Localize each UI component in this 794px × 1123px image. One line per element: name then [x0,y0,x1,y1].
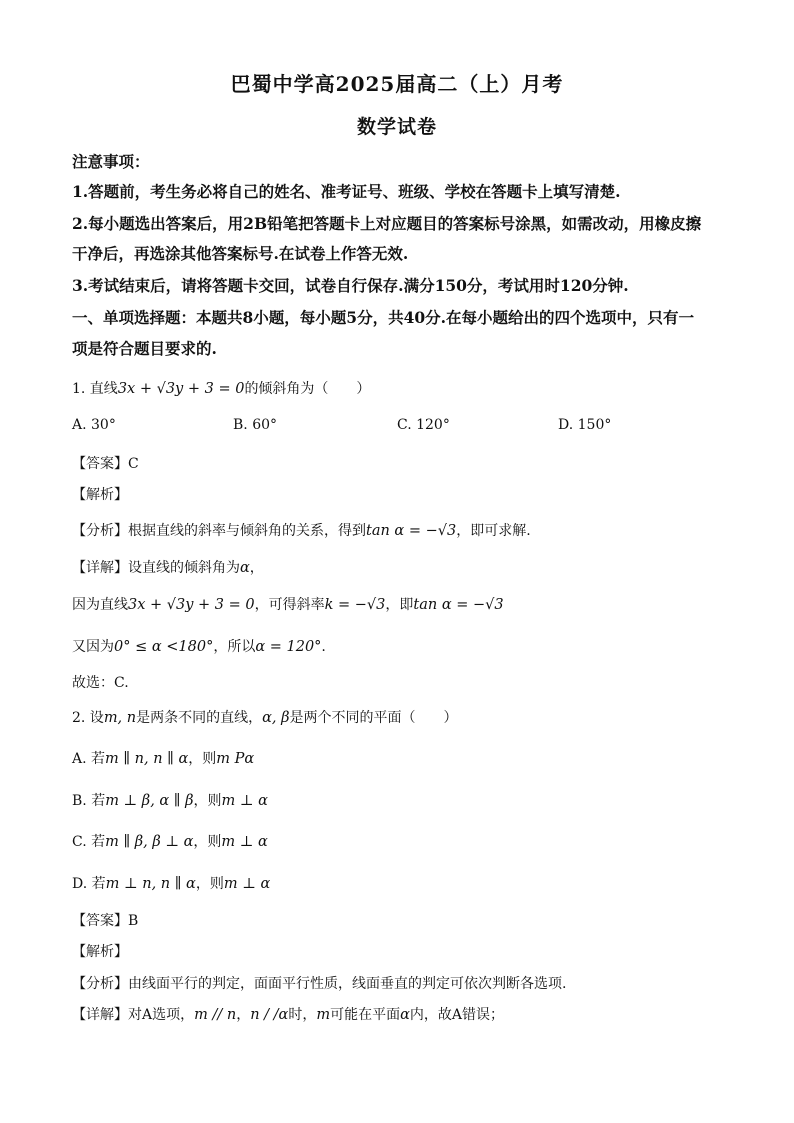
q1-detail-line-1 [72,557,264,577]
exam-subtitle: 数学试卷 [356,116,437,138]
notice-item-2a: 2.每小题选出答案后，用2B铅笔把答题卡上对应题目的答案标号涂黑，如需改动，用橡皮擦 [72,214,702,233]
q1-detail-line-3 [72,636,326,656]
q1-l2-text-c: ，即 [385,597,414,613]
q1-l2-text-a: 因为直线 [72,597,128,613]
q1-detail-math: α [240,560,250,576]
q1-detail-line-2 [72,594,504,614]
q2-detail [72,1004,504,1024]
q2-detail-math-3: m [316,1007,331,1023]
notice-item-1: 1.答题前，考生务必将自己的姓名、准考证号、班级、学校在答题卡上填写清楚. [72,182,621,201]
q2-detail-sep-1: ， [236,1007,251,1023]
q1-fenxi [72,520,531,540]
q1-l3-math-2: α = 120° [255,639,322,655]
q2-detail-sep-2: 时， [288,1007,317,1023]
q1-l3-text-a: 又因为 [72,639,114,655]
q2-detail-prefix: 【详解】对A选项， [72,1007,195,1023]
notice-item-2b: 干净后，再选涂其他答案标号.在试卷上作答无效. [72,244,409,263]
q1-l2-math-1: 3x + √3y + 3 = 0 [128,597,255,613]
q2-stem-math-1: m, n [103,710,137,726]
q2-opt-a-math: m ∥ n, n ∥ α [105,751,189,767]
q1-l3-math-1: 0° ≤ α <180° [114,639,214,655]
q2-stem-suffix: 是两个不同的平面（ ） [289,710,458,726]
q2-opt-d-math-2: m ⊥ α [223,876,271,892]
q1-answer: 【答案】C [72,456,139,472]
section-heading-line-1: 一、单项选择题：本题共8小题，每小题5分，共40分.在每小题给出的四个选项中，只有一 [72,308,695,327]
q1-option-c: C. 120° [397,417,450,433]
q1-analysis-tag: 【解析】 [72,487,128,503]
q2-opt-b-prefix: B. 若 [72,793,106,809]
q1-l2-math-3: tan α = −√3 [413,597,504,613]
q2-stem-math-2: α, β [262,710,290,726]
q2-answer: 【答案】B [72,913,139,929]
q1-l3-text-b: ，所以 [213,639,256,655]
q1-l3-text-c: . [321,639,326,655]
q2-opt-b-math: m ⊥ β, α ∥ β [105,793,194,809]
q1-stem-suffix: 的倾斜角为（ ） [244,381,371,397]
q1-equation: 3x + √3y + 3 = 0 [117,381,245,397]
q1-stem [72,378,370,398]
q2-detail-sep-4: 内，故A错误； [409,1007,504,1023]
q1-fenxi-suffix: ，即可求解. [456,523,531,539]
q2-opt-a-mid: ，则 [188,751,217,767]
q2-opt-a-math-2: m Pα [216,751,255,767]
notice-heading: 注意事项： [72,152,150,171]
q2-opt-b-math-2: m ⊥ α [221,793,268,809]
q2-opt-a-prefix: A. 若 [72,751,106,767]
q2-analysis-tag: 【解析】 [72,944,128,960]
q2-detail-math-1: m // n [194,1007,237,1023]
q1-option-b: B. 60° [233,417,278,433]
q2-opt-c-mid: ，则 [193,834,222,850]
q2-opt-d-prefix: D. 若 [72,876,106,892]
q2-opt-b-mid: ，则 [193,793,222,809]
section-heading-line-2: 项是符合题目要求的. [72,339,217,358]
q1-l2-math-2: k = −√3 [324,597,386,613]
q1-conclusion: 故选：C. [72,675,129,691]
q1-detail-prefix: 【详解】设直线的倾斜角为 [72,560,240,576]
q2-option-b [72,790,268,810]
q2-opt-d-math: m ⊥ n, n ∥ α [105,876,196,892]
q2-stem [72,707,458,727]
q1-option-d: D. 150° [558,417,612,433]
notice-item-3: 3.考试结束后，请将答题卡交回，试卷自行保存.满分150分，考试用时120分钟. [72,276,629,295]
q1-l2-text-b: ，可得斜率 [254,597,325,613]
q2-opt-c-math: m ∥ β, β ⊥ α [105,834,194,850]
q2-detail-sep-3: 可能在平面 [330,1007,401,1023]
q2-stem-prefix: 2. 设 [72,710,104,726]
q2-opt-c-math-2: m ⊥ α [221,834,268,850]
q1-detail-suffix: ， [249,560,264,576]
q2-option-a [72,748,254,768]
q1-option-a: A. 30° [72,417,116,433]
q1-stem-prefix: 1. 直线 [72,381,118,397]
q1-fenxi-math: tan α = −√3 [366,523,457,539]
q2-option-d [72,873,270,893]
q2-detail-math-2: n / /α [250,1007,289,1023]
q2-fenxi: 【分析】由线面平行的判定，面面平行性质，线面垂直的判定可依次判断各选项. [72,976,567,992]
q1-fenxi-prefix: 【分析】根据直线的斜率与倾斜角的关系，得到 [72,523,366,539]
q2-stem-mid: 是两条不同的直线， [136,710,263,726]
q2-opt-c-prefix: C. 若 [72,834,106,850]
exam-title: 巴蜀中学高2025届高二（上）月考 [230,72,564,96]
q2-option-c [72,831,268,851]
q2-opt-d-mid: ，则 [195,876,224,892]
q2-detail-math-4: α [400,1007,410,1023]
